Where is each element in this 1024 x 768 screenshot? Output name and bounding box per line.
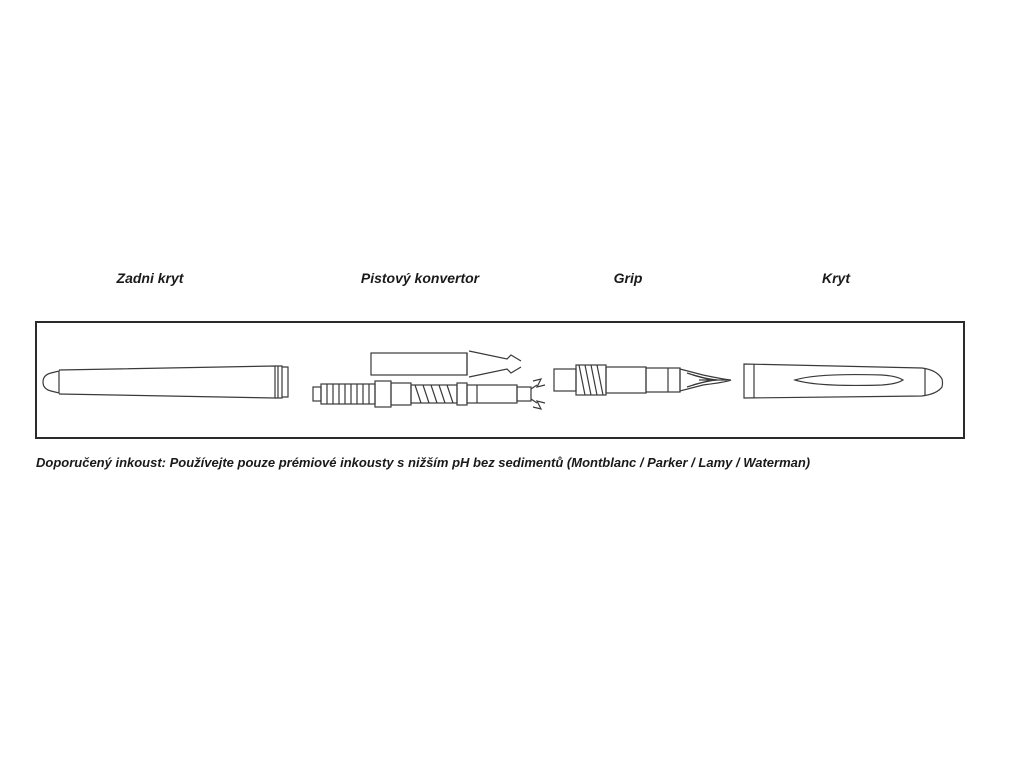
cap-drawing (744, 364, 943, 398)
label-piston-converter: Pistový konvertor (360, 270, 480, 286)
back-cover-drawing (43, 366, 288, 398)
label-back-cover: Zadni kryt (116, 270, 184, 286)
label-grip: Grip (613, 270, 643, 286)
pen-parts-illustration (37, 323, 963, 437)
recommended-ink-note: Doporučený inkoust: Používejte pouze prémiové inkousty s nižším pH bez sedimentů (Montblanc / Parker / Lamy / Waterman) (36, 455, 811, 470)
piston-converter-drawing (313, 351, 545, 409)
pen-parts-frame (35, 321, 965, 439)
label-cap: Kryt (821, 270, 850, 286)
grip-drawing (554, 365, 731, 395)
